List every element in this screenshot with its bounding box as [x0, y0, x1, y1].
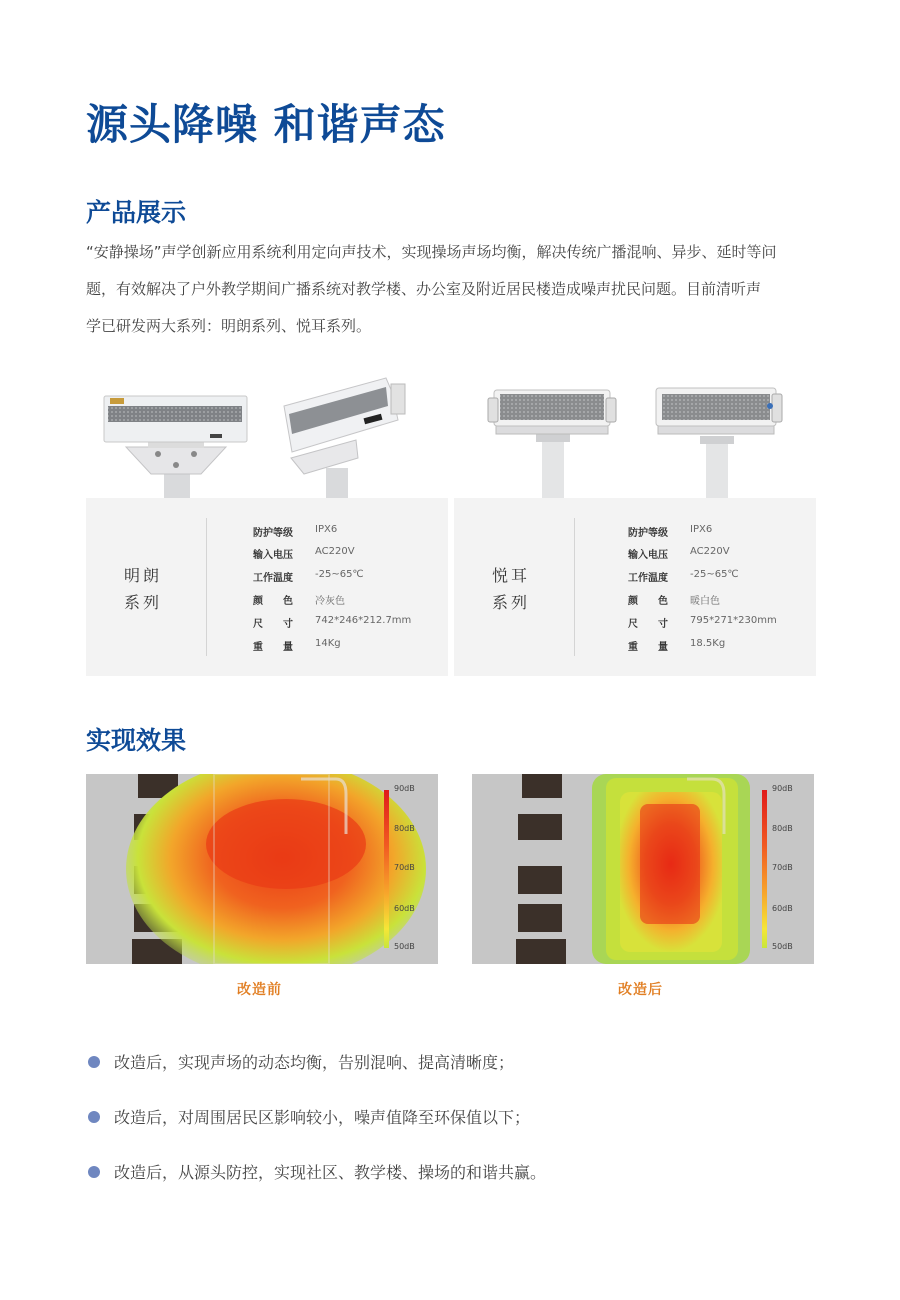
spec-key: 尺 寸	[628, 619, 668, 630]
caption-before: 改造前	[237, 982, 282, 998]
spec-key: 工作温度	[628, 573, 668, 584]
scale-label: 90dB	[772, 784, 793, 793]
spec-key: 输入电压	[628, 550, 668, 561]
page-title: 源头降噪 和谐声态	[86, 100, 446, 149]
scale-label: 70dB	[772, 863, 793, 872]
spec-key: 防护等级	[628, 528, 668, 539]
spec-card-minglang	[86, 498, 448, 676]
spec-value: 18.5Kg	[690, 638, 726, 649]
scale-label: 90dB	[394, 784, 415, 793]
series-name-line: 悦耳	[492, 566, 531, 585]
intro-line: 题，有效解决了户外教学期间广播系统对教学楼、办公室及附近居民楼造成噪声扰民问题。目前清听声	[86, 280, 762, 298]
scale-label: 50dB	[772, 942, 793, 951]
series-name-line: 系列	[124, 593, 163, 612]
section-title-products: 产品展示	[86, 198, 187, 227]
caption-after: 改造后	[618, 982, 663, 998]
spec-value: -25~65℃	[690, 569, 739, 580]
heatmap-scale-bar	[384, 790, 389, 948]
scale-label: 60dB	[394, 904, 415, 913]
bullet-text: 改造后，对周围居民区影响较小，噪声值降至环保值以下；	[114, 1108, 531, 1127]
series-name	[492, 562, 530, 616]
scale-label: 70dB	[394, 863, 415, 872]
spec-card-yueer	[454, 498, 816, 676]
divider	[206, 518, 207, 656]
spec-value: 742*246*212.7mm	[315, 615, 412, 626]
scale-label: 60dB	[772, 904, 793, 913]
spec-key: 工作温度	[253, 573, 293, 584]
bullet-text: 改造后，从源头防控，实现社区、教学楼、操场的和谐共赢。	[114, 1163, 547, 1182]
series-name-line: 明朗	[124, 566, 163, 585]
spec-value: AC220V	[315, 546, 355, 557]
heatmap-scale-bar	[762, 790, 767, 948]
spec-value: 暖白色	[690, 596, 720, 607]
spec-value: 14Kg	[315, 638, 341, 649]
intro-line: 学已研发两大系列：明朗系列、悦耳系列。	[86, 317, 372, 335]
bullet-dot-icon	[88, 1111, 100, 1123]
spec-value: 冷灰色	[315, 596, 345, 607]
spec-key: 重 量	[253, 642, 293, 653]
spec-key: 防护等级	[253, 528, 293, 539]
section-title-effect: 实现效果	[86, 726, 187, 755]
bullet-dot-icon	[88, 1166, 100, 1178]
product-photo-yueer	[454, 362, 816, 498]
heatmap-after	[472, 774, 814, 964]
spec-value: IPX6	[690, 524, 713, 535]
spec-key: 颜 色	[253, 596, 293, 607]
series-name-line: 系列	[492, 593, 531, 612]
intro-paragraph	[86, 234, 816, 345]
spec-key: 尺 寸	[253, 619, 293, 630]
spec-value: -25~65℃	[315, 569, 364, 580]
scale-label: 80dB	[772, 824, 793, 833]
bullet-text: 改造后，实现声场的动态均衡，告别混响、提高清晰度；	[114, 1053, 515, 1072]
spec-key: 重 量	[628, 642, 668, 653]
spec-value: 795*271*230mm	[690, 615, 777, 626]
intro-line: “安静操场”声学创新应用系统利用定向声技术，实现操场声场均衡，解决传统广播混响、异步、延时等问	[86, 243, 777, 261]
spec-value: AC220V	[690, 546, 730, 557]
scale-label: 80dB	[394, 824, 415, 833]
heatmap-before	[86, 774, 438, 964]
spec-value: IPX6	[315, 524, 338, 535]
divider	[574, 518, 575, 656]
bullet-dot-icon	[88, 1056, 100, 1068]
spec-key: 颜 色	[628, 596, 668, 607]
series-name	[124, 562, 162, 616]
scale-label: 50dB	[394, 942, 415, 951]
spec-key: 输入电压	[253, 550, 293, 561]
product-photo-minglang	[86, 362, 448, 498]
